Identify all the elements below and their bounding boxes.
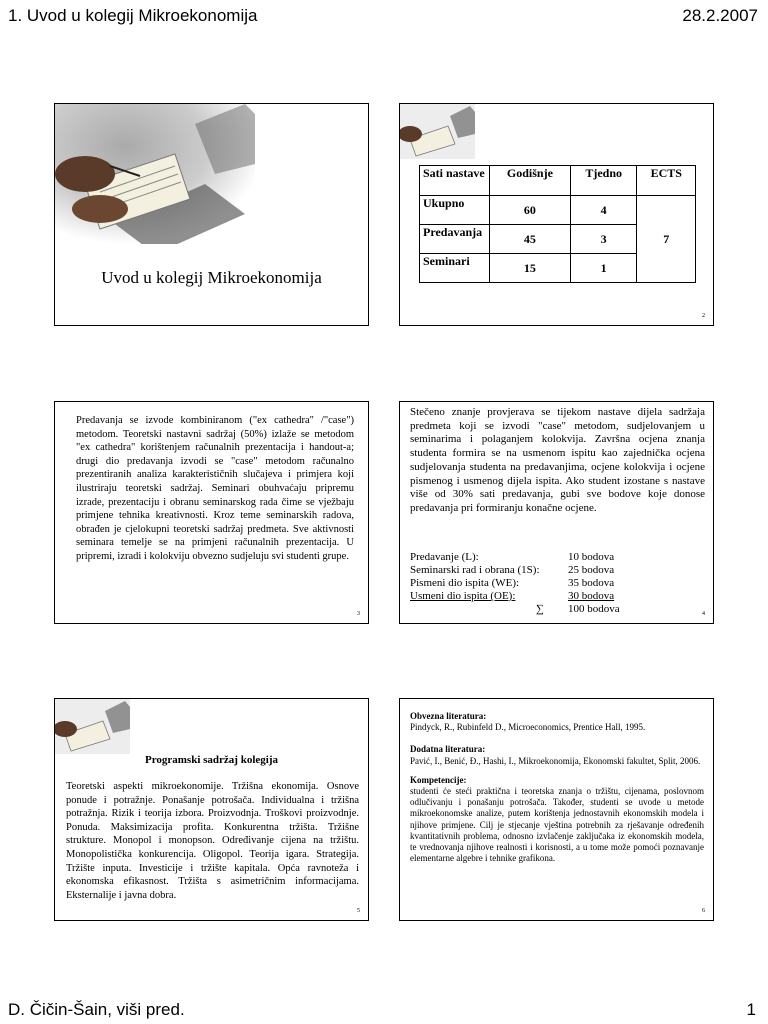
- dodatna-literatura-title: Dodatna literatura:: [410, 744, 486, 755]
- slide-1-title: Uvod u kolegij Mikroekonomija: [101, 268, 322, 287]
- kompetencije-text: studenti će steći praktična i teoretska znanja o tržištu, cijenama, poslovnom odlučivanju i ponašanju potrošača. Također, studenti se uvode u metode mikroekonomske analize, putem korištenja jednostavnih ekonomskih modela i njihove primjene. Cilj je stjecanje vještina potrebnih za rješavanje određenih kvantitativnih problema, odnosno izvlačenje zaključaka iz ekonomskih modela, te vrednovanja njihove realnosti i korisnosti, a u tome može pomoći poznavanje elementarne algebre i tehnike grafikona.: [410, 786, 704, 864]
- document-title: 1. Uvod u kolegij Mikroekonomija: [8, 6, 258, 25]
- slide-3: [54, 401, 369, 624]
- slide-2: [399, 103, 714, 326]
- dodatna-literatura-text: Pavić, I., Benić, Đ., Hashi, I., Mikroekonomija, Ekonomski fakultet, Split, 2006.: [410, 755, 701, 766]
- points-row: Predavanje (L): 10 bodova: [410, 551, 615, 563]
- hands-notebook-thumbnail: [400, 104, 475, 159]
- hours-table: [419, 165, 696, 283]
- points-list: [410, 551, 670, 616]
- cell-seminari-tjedno: 1: [570, 254, 637, 283]
- points-total: 100 bodova: [568, 603, 620, 615]
- cell-predavanja-tjedno: 3: [570, 225, 637, 254]
- cell-seminari-godisnje: 15: [490, 254, 571, 283]
- header-godisnje: Godišnje: [490, 166, 571, 196]
- slide-5-text: Teoretski aspekti mikroekonomije. Tržišna ekonomija. Osnove ponude i potražnje. Ponašanje potrošača. Individualna i tržišna potražnja. Rizik i teorija izbora. Proizvodnja. Troškovi proizvodnje. Ponuda. Maksimizacija profita. Konkurentna tržišta. Tržišne strukture. Monopol i monopson. Određivanje cijena na tržištu. Monopolistička konkurencija. Oligopol. Teorija igara. Strategija. Tržište inputa. Investicije i tržište kapitala. Opća ravnoteža i ekonomska efikasnost. Tržišta s asimetričnim informacijama. Eksternalije i javna dobra.: [66, 781, 359, 901]
- slide-number: 3: [357, 611, 360, 617]
- header-tjedno: Tjedno: [570, 166, 637, 196]
- header-sati-nastave: Sati nastave: [420, 166, 490, 196]
- slide-number: 5: [357, 908, 360, 914]
- slide-3-text: Predavanja se izvode kombiniranom ("ex cathedra" /"case") metodom. Teoretski nastavni sadržaj (50%) izlaže se metodom "ex cathedra" korištenjem računalnih prezentacija i handout-a; drugi dio predavanja izvodi se "case" metodom računalno prezentiranih analiza karakterističnih slučajeva i primjera koji ilustriraju teoretski sadržaj. Seminari obuhvaćaju pripremu izrade, prezentaciju i obranu seminarskog rada čime se vježbaju primjene tehnika kreativnosti. Kroz teme seminarskih radova, obrađen je cjelokupni teoretski sadržaj predmeta. Sve aktivnosti seminara temelje se na primjeni računalnih prezentacija. U pripremi, izradi i kolokviju obvezno sudjeluju svi studenti grupe.: [76, 415, 354, 562]
- points-row: Seminarski rad i obrana (1S): 25 bodova: [410, 564, 615, 576]
- points-total-row: [410, 603, 670, 616]
- slide-4: [399, 401, 714, 624]
- slide-1: [54, 103, 369, 326]
- document-date: 28.2.2007: [682, 6, 758, 25]
- slide-4-text: Stečeno znanje provjerava se tijekom nastave dijela sadržaja predmeta koji se izvodi "case" metodom, sudjelovanjem u seminarima i polaganjem kolokvija. Završna ocjena znanja studenta formira se na usmenom ispitu kao zajednička ocjena sudjelovanja studenta na predavanjima, ocjene kolokvija i ocjene pismenog i usmenog dijela ispita. Ako student izostane s nastave više od 30% sati predavanja, gubi sve bodove koje donose predavanja pri formiranju konačne ocjene.: [410, 406, 705, 514]
- row-label-seminari: Seminari: [420, 254, 490, 283]
- points-row: Usmeni dio ispita (OE): 30 bodova: [410, 590, 615, 602]
- slide-number: 2: [702, 313, 705, 319]
- slide-5-title: Programski sadržaj kolegija: [144, 754, 278, 766]
- slide-5: [54, 698, 369, 921]
- cell-ukupno-tjedno: 4: [570, 196, 637, 225]
- obvezna-literatura-text: Pindyck, R., Rubinfeld D., Microeconomics, Prentice Hall, 1995.: [410, 722, 646, 733]
- footer-page-number: 1: [746, 1000, 756, 1019]
- footer-author: D. Čičin-Šain, viši pred.: [8, 1000, 185, 1019]
- row-label-ukupno: Ukupno: [420, 196, 490, 225]
- slide-6: [399, 698, 714, 921]
- cell-ukupno-godisnje: 60: [490, 196, 571, 225]
- row-label-predavanja: Predavanja: [420, 225, 490, 254]
- obvezna-literatura-title: Obvezna literatura:: [410, 711, 487, 721]
- slide-6-content: [410, 711, 704, 864]
- cell-predavanja-godisnje: 45: [490, 225, 571, 254]
- slide-number: 6: [702, 908, 705, 914]
- slide-number: 4: [702, 611, 705, 617]
- sum-symbol: ∑: [536, 603, 544, 615]
- hands-notebook-thumbnail: [55, 699, 130, 754]
- cell-ects: 7: [637, 196, 696, 283]
- header-ects: ECTS: [637, 166, 696, 196]
- points-row: Pismeni dio ispita (WE): 35 bodova: [410, 577, 615, 589]
- hands-notebook-image: [55, 104, 255, 244]
- kompetencije-title: Kompetencije:: [410, 774, 467, 785]
